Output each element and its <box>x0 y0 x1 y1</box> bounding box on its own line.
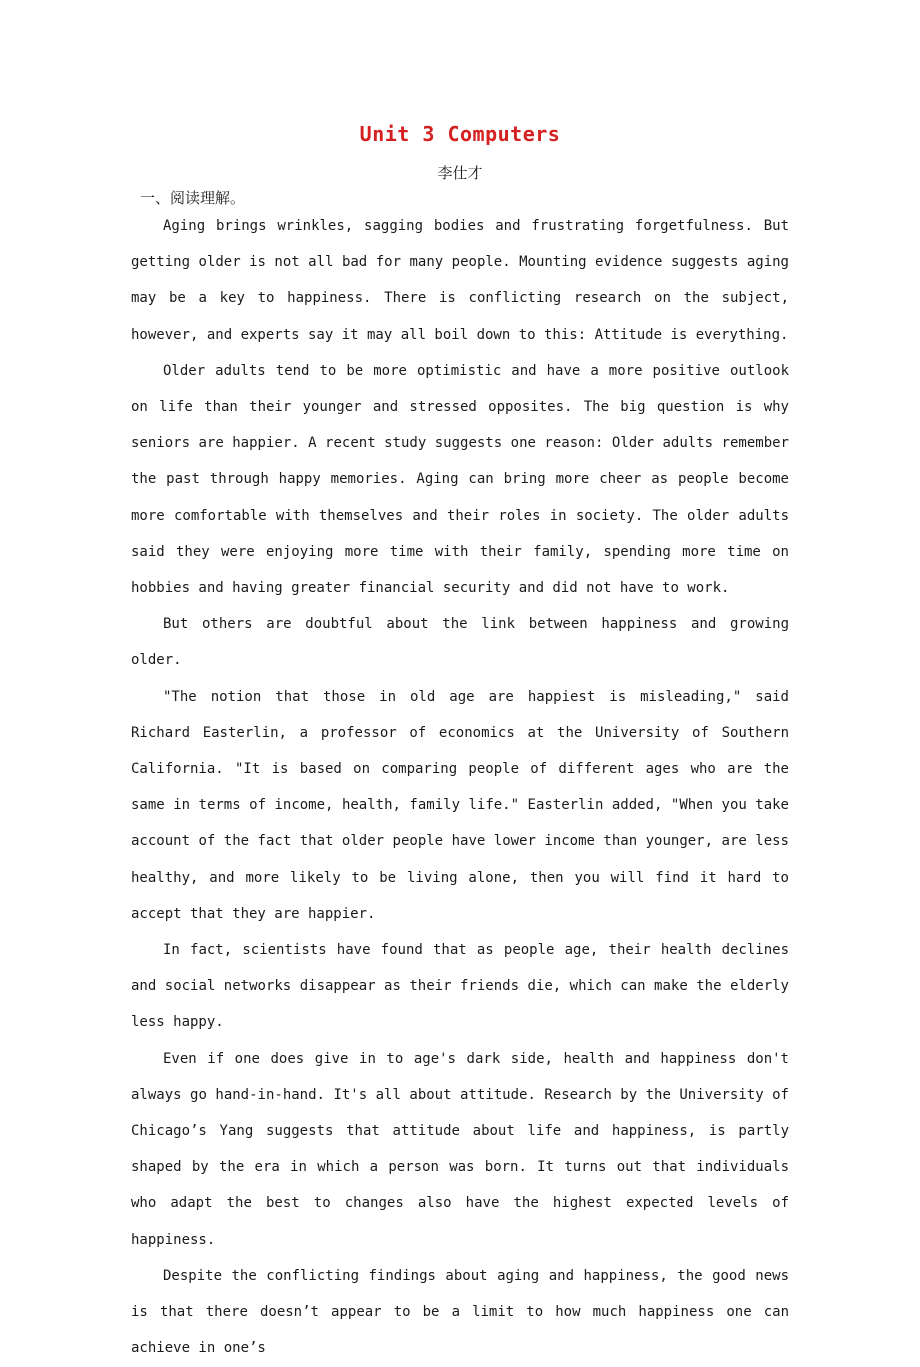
paragraph: But others are doubtful about the link between happiness and growing older. <box>131 616 789 669</box>
document-title: Unit 3 Computers <box>359 122 561 146</box>
paragraph: Aging brings wrinkles, sagging bodies and frustrating forgetfulness. But getting older is not all bad for many people. Mounting evidence suggests aging may be a key to happiness. There is conflicting research on the subject, however, and experts say it may all boil down to this: Attitude is everything. <box>131 218 789 343</box>
reading-passage <box>131 208 789 1367</box>
author-name: 李仕才 <box>437 164 483 182</box>
paragraph: "The notion that those in old age are happiest is misleading," said Richard Easterlin, a professor of economics at the University of Southern California. "It is based on comparing people of different ages who are the same in terms of income, health, family life." Easterlin added, "When you take account of the fact that older people have lower income than younger, are less healthy, and more likely to be living alone, then you will find it hard to accept that they are happier. <box>131 688 789 922</box>
paragraph: Even if one does give in to age's dark side, health and happiness don't always go hand-in-hand. It's all about attitude. Research by the University of Chicago’s Yang suggests that attitude about life and happiness, is partly shaped by the era in which a person was born. It turns out that individuals who adapt the best to changes also have the highest expected levels of happiness. <box>131 1050 789 1248</box>
paragraph: Older adults tend to be more optimistic and have a more positive outlook on life than their younger and stressed opposites. The big question is why seniors are happier. A recent study suggests one reason: Older adults remember the past through happy memories. Aging can bring more cheer as people become more comfortable with themselves and their roles in society. The older adults said they were enjoying more time with their family, spending more time on hobbies and having greater financial security and did not have to work. <box>131 362 789 597</box>
paragraph: In fact, scientists have found that as people age, their health declines and social networks disappear as their friends die, which can make the elderly less happy. <box>131 942 789 1031</box>
paragraph: Despite the conflicting findings about aging and happiness, the good news is that there doesn’t appear to be a limit to how much happiness one can achieve in one’s <box>131 1267 789 1357</box>
section-heading: 一、阅读理解。 <box>140 189 246 207</box>
